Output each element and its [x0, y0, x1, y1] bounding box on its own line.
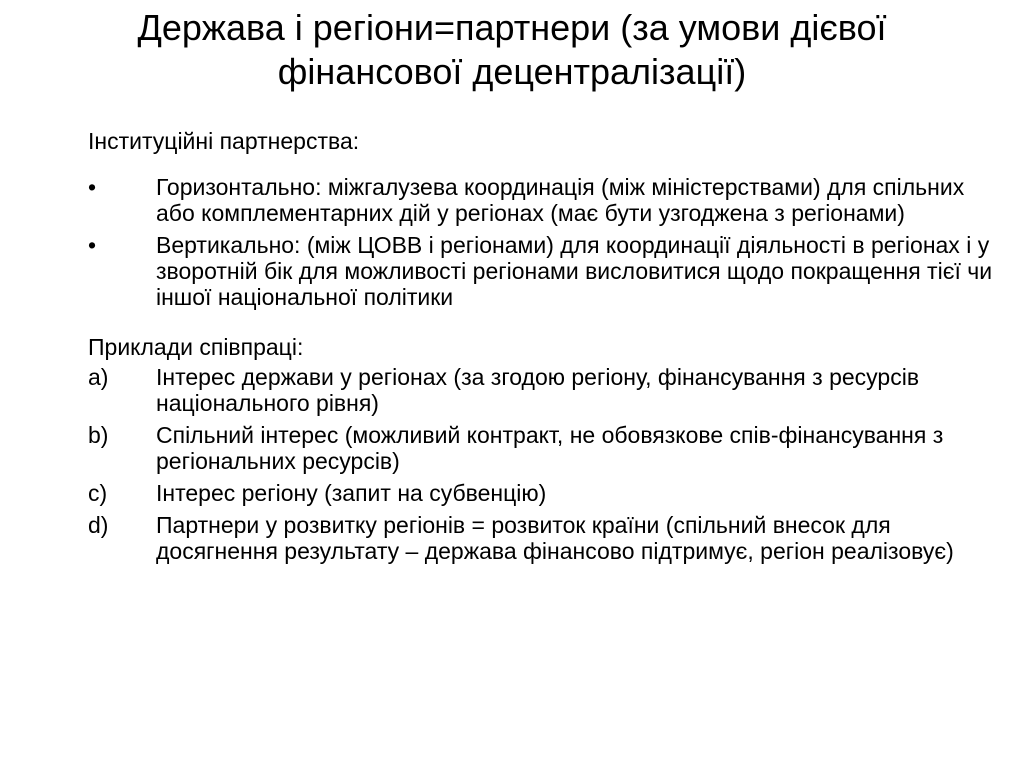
list-item-b	[88, 422, 998, 474]
bullet-marker: •	[88, 174, 97, 200]
slide-body	[88, 128, 998, 570]
list-marker: d)	[88, 512, 109, 538]
slide-title-line-1: Держава і регіони=партнери (за умови дієвої	[137, 7, 887, 48]
list-item-a	[88, 364, 998, 416]
slide-title	[60, 6, 964, 94]
list-marker: a)	[88, 364, 109, 390]
section-heading-examples: Приклади співпраці:	[88, 334, 304, 360]
list-text: Партнери у розвитку регіонів = розвиток країни (спільний внесок для досягнення результату – держава фінансово підтримує, регіон реалізовує)	[156, 512, 954, 564]
bullet-text: Вертикально: (між ЦОВВ і регіонами) для координації діяльності в регіонах і у зворотній бік для можливості регіонами висловитися щодо покращення тієї чи іншої національної політики	[156, 232, 993, 310]
list-item-d	[88, 512, 998, 564]
bullet-marker: •	[88, 232, 97, 258]
list-text: Інтерес регіону (запит на субвенцію)	[156, 480, 547, 506]
list-marker: c)	[88, 480, 108, 506]
list-item-c	[88, 480, 998, 506]
list-marker: b)	[88, 422, 109, 448]
bullet-text: Горизонтально: міжгалузева координація (між міністерствами) для спільних або комплементарних дій у регіонах (має бути узгоджена з регіонами)	[156, 174, 965, 226]
bullet-item-vertical	[88, 232, 998, 310]
list-text: Спільний інтерес (можливий контракт, не обовязкове спів-фінансування з регіональних ресурсів)	[156, 422, 944, 474]
slide-title-line-2: фінансової децентралізації)	[277, 51, 747, 92]
bullet-item-horizontal	[88, 174, 998, 226]
section-heading-partnerships: Інституційні партнерства:	[88, 128, 360, 154]
list-text: Інтерес держави у регіонах (за згодою регіону, фінансування з ресурсів національного рівня)	[156, 364, 920, 416]
